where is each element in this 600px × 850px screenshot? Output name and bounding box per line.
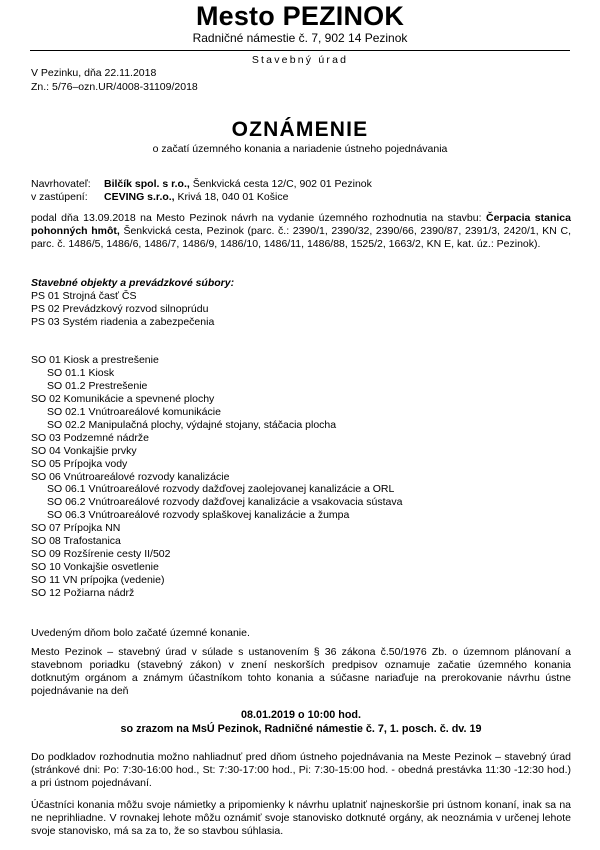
so-item: SO 08 Trafostanica bbox=[31, 535, 121, 548]
project-location: Šenkvická cesta, Pezinok (parc. č.: 2390/1, 2390/32, 2390/66, 2390/87, 2391/3, 2420/1, KN C, parc. č. 1486/5, 1486/6, 1486/7, 1486/9, 1486/10, 1486/11, 1486/88, 1525/2, 1663/2, KN E, kat. úz.: Pezinok). bbox=[31, 224, 571, 250]
reference-number: Zn.: 5/76–ozn.UR/4008-31109/2018 bbox=[31, 80, 198, 93]
so-item: SO 11 VN prípojka (vedenie) bbox=[31, 573, 165, 586]
place-date: V Pezinku, dňa 22.11.2018 bbox=[31, 67, 157, 79]
so-item: SO 12 Požiarna nádrž bbox=[31, 586, 135, 599]
municipality-address: Radničné námestie č. 7, 902 14 Pezinok bbox=[192, 31, 408, 45]
so-item: SO 05 Prípojka vody bbox=[31, 457, 128, 470]
so-subitem: SO 01.1 Kiosk bbox=[47, 367, 115, 380]
representative-name: CEVING s.r.o., bbox=[104, 190, 175, 203]
ps-list bbox=[31, 290, 571, 329]
so-list bbox=[31, 354, 571, 599]
applicant-row bbox=[31, 178, 571, 191]
so-item: SO 10 Vonkajšie osvetlenie bbox=[31, 560, 159, 573]
applicant-name: Bilčík spol. s r.o., bbox=[104, 178, 190, 190]
representative-address: Krivá 18, 040 01 Košice bbox=[177, 190, 289, 203]
ps-item: PS 03 Systém riadenia a zabezpečenia bbox=[31, 315, 215, 328]
so-subitem: SO 02.2 Manipulačná plochy, výdajné stojany, stáčacia plocha bbox=[47, 418, 337, 431]
objects-list bbox=[31, 277, 571, 600]
so-item: SO 03 Podzemné nádrže bbox=[31, 431, 149, 444]
applicant-value bbox=[104, 178, 372, 191]
meeting-place: so zrazom na MsÚ Pezinok, Radničné námestie č. 7, 1. posch. č. dv. 19 bbox=[120, 722, 482, 735]
municipality-title: Mesto PEZINOK bbox=[195, 1, 405, 31]
parties-block bbox=[31, 178, 571, 204]
so-item: SO 09 Rozšírenie cesty II/502 bbox=[31, 548, 171, 560]
so-subitem: SO 06.2 Vnútroareálové rozvody dažďovej kanalizácie a vsakovacia sústava bbox=[47, 496, 403, 509]
header-divider bbox=[30, 50, 570, 51]
representative-label: v zastúpení: bbox=[31, 190, 88, 203]
document-subtitle: o začatí územného konania a nariadenie ústneho pojednávania bbox=[152, 143, 448, 155]
applicant-label: Navrhovateľ: bbox=[31, 178, 91, 190]
objects-heading: Stavebné objekty a prevádzkové súbory: bbox=[31, 277, 235, 289]
notice-paragraph: Mesto Pezinok – stavebný úrad v súlade s ustanovením § 36 zákona č.50/1976 Zb. o územnom plánovaní a stavebnom poriadku (stavebný zákon) v znení neskorších predpisov oznamuje začatie územného konania dotknutým orgánom a známym účastníkom tohto konania a súčasne nariaďuje na prerokovanie návrhu ústne pojednávanie na deň bbox=[31, 646, 571, 697]
so-item: SO 02 Komunikácie a spevnené plochy bbox=[31, 393, 215, 406]
representative-value bbox=[104, 191, 288, 204]
intro-paragraph bbox=[31, 212, 571, 251]
so-subitem: SO 02.1 Vnútroareálové komunikácie bbox=[47, 406, 221, 419]
intro-text: podal dňa 13.09.2018 na Mesto Pezinok návrh na vydanie územného rozhodnutia na stavbu: bbox=[31, 212, 482, 224]
document-meta bbox=[31, 67, 198, 94]
so-item: SO 07 Prípojka NN bbox=[31, 522, 121, 535]
so-item: SO 06 Vnútroareálové rozvody kanalizácie bbox=[31, 470, 230, 483]
office-name: Stavebný úrad bbox=[251, 54, 349, 66]
representative-row bbox=[31, 191, 571, 204]
list-spacer bbox=[31, 342, 571, 355]
document-title: OZNÁMENIE bbox=[231, 118, 369, 141]
meeting-block bbox=[31, 709, 571, 736]
meeting-datetime: 08.01.2019 o 10:00 hod. bbox=[240, 709, 362, 721]
so-subitem: SO 01.2 Prestrešenie bbox=[47, 380, 148, 393]
ps-item: PS 02 Prevádzkový rozvod silnoprúdu bbox=[31, 302, 209, 315]
so-subitem: SO 06.1 Vnútroareálové rozvody dažďovej zaolejovanej kanalizácie a ORL bbox=[47, 483, 395, 496]
applicant-address: Šenkvická cesta 12/C, 902 01 Pezinok bbox=[192, 178, 372, 190]
info-paragraph: Do podkladov rozhodnutia možno nahliadnuť pred dňom ústneho pojednávania na Meste Pezinok – stavebný úrad (stránkové dni: Po: 7:30-16:00 hod., St: 7:30-17:00 hod., Pi: 7:30-15:00 hod. - obedná prestávka 11:30 -12:30 hod.) a pri ústnom pojednávaní. bbox=[31, 751, 571, 789]
project-name: Čerpacia stanica pohonných hmôt, bbox=[31, 212, 571, 237]
so-item: SO 01 Kiosk a prestrešenie bbox=[31, 354, 159, 367]
rights-paragraph: Účastníci konania môžu svoje námietky a pripomienky k návrhu uplatniť najneskoršie pri ústnom konaní, inak sa na ne neprihliadne. V rovnakej lehote môžu oznámiť svoje stanovisko dotknuté orgány, ak neoznámia v určenej lehote svoje stanovisko, má sa za to, že so stavbou súhlasia. bbox=[31, 799, 571, 837]
so-item: SO 04 Vonkajšie prvky bbox=[31, 444, 137, 457]
proceedings-started: Uvedeným dňom bolo začaté územné konanie. bbox=[31, 627, 250, 639]
list-spacer bbox=[31, 329, 571, 342]
so-subitem: SO 06.3 Vnútroareálové rozvody splaškovej kanalizácie a žumpa bbox=[47, 509, 350, 522]
ps-item: PS 01 Strojná časť ČS bbox=[31, 289, 137, 302]
